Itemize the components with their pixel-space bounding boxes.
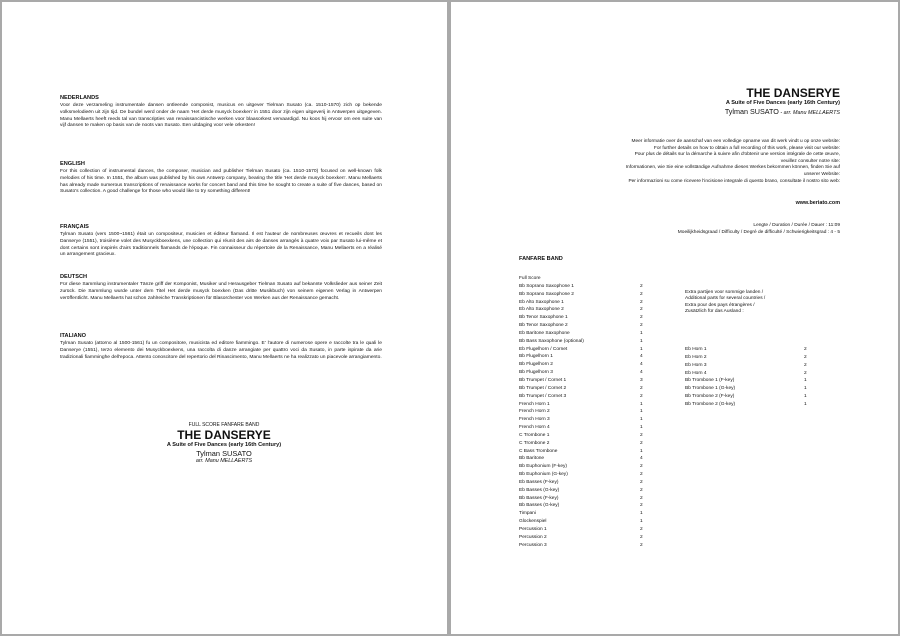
part-name: Bb Euphonium (G-key) [519,472,568,478]
recording-info [510,139,840,185]
part-quantity: 1 [640,511,643,517]
page-subtitle: A Suite of Five Dances (early 16th Century) [725,100,840,106]
extra-heading-line: Additional parts for several countries / [685,296,766,302]
part-row [519,369,649,377]
cover-subtitle: A Suite of Five Dances (early 16th Century) [166,442,282,448]
part-quantity: 2 [804,354,807,360]
part-quantity: 2 [640,323,643,329]
part-quantity: 2 [640,542,643,548]
section-text: Tylman Susato (attorno al 1500-1561) fu un compositore, musicista ed editore fiammingo. E' l'autore di numerose opere e raccolte tra le quali le Danserye (1551), terzo elemento dei Musyckboexkens, una raccolta di danze arrangiate per quattro voci da Susato, in parte ispirate da arie tradizionali fiamminghe dell'epoca. Attento conoscitore del repertorio del Rinascimento, Manu Mellaerts ne ha realizzato un piacevole arrangiamento. [60,341,382,360]
info-line: unserer Website: [803,171,840,177]
part-quantity: 2 [640,479,643,485]
section-heading: FRANÇAIS [60,224,89,230]
credits-line [520,107,840,118]
part-name: Percussion 3 [519,542,547,548]
part-quantity: 2 [640,527,643,532]
part-quantity: 2 [640,464,643,470]
section-text: For this collection of instrumental dances, the composer, musician and publisher Tielman Susato (ca. 1510-1570) focused on well-known folk melodies of his time. In 1551, the album was published by his own Antwerp company, bearing the title 'Het derde musyck boexken'. Manu Mellaerts has already made numerous transcriptions of renaissance works for concert band and this time he sought to create a suite of five dances, based on Susato's collection. A good challenge for those who would like to try something different! [60,169,382,195]
part-row [519,377,649,385]
part-name: French Horn 3 [519,417,550,423]
language-section [60,274,382,302]
parts-list [519,275,649,550]
part-quantity: 1 [640,519,643,525]
part-quantity: 1 [804,378,807,384]
part-name: Eb Baritone Saxophone [519,330,570,336]
info-line: veuillez consulter notre site: [780,158,840,164]
part-name: Eb Horn 3 [685,362,707,368]
arranger: - arr. Manu MELLAERTS [778,110,840,116]
difficulty-line: Moeilijkheidsgraad / Difficulty / Degré de difficulté / Schwierigkeitsgrad : 4 - 5 [677,230,840,235]
part-quantity: 2 [640,503,643,509]
language-section [60,333,382,361]
part-row [519,361,649,369]
part-quantity: 2 [804,370,807,376]
part-name: Full Score [519,276,541,281]
language-section [60,95,382,130]
part-row [685,354,815,362]
composer: Tylman SUSATO [724,107,779,116]
part-row [519,455,649,463]
cover-label: FULL SCORE FANFARE BAND [188,422,260,428]
part-row [685,362,815,370]
part-row [519,479,649,487]
part-row [519,416,649,424]
part-quantity: 1 [640,448,643,454]
part-name: Bb Trombone 1 (F-key) [685,378,735,384]
section-heading: NEDERLANDS [60,95,99,101]
part-row [519,463,649,471]
part-quantity: 4 [640,456,643,462]
part-row [519,401,649,409]
part-row [519,408,649,416]
part-row [519,299,649,307]
part-name: Eb Alto Saxophone 2 [519,307,564,313]
part-quantity: 1 [640,346,643,352]
extra-parts-heading [685,290,765,316]
part-row [519,471,649,479]
part-row [519,502,649,510]
part-name: C Trombone 1 [519,432,550,438]
part-quantity: 1 [640,330,643,336]
part-name: Eb Horn 2 [685,354,707,360]
part-row [519,283,649,291]
part-row [519,393,649,401]
part-name: Bb Basses (G-key) [519,503,560,509]
part-quantity: 2 [640,283,643,289]
part-quantity: 1 [640,425,643,431]
part-name: Bb Euphonium (F-key) [519,464,567,470]
part-row [519,526,649,534]
part-quantity: 2 [640,432,643,438]
extra-parts-list [685,346,815,409]
part-name: Bb Soprano Saxophone 1 [519,283,574,289]
part-row [519,322,649,330]
part-quantity: 1 [640,409,643,415]
extra-heading-line: Zusätzlich für das Ausland : [685,309,744,315]
part-row [519,542,649,550]
part-quantity: 2 [804,347,807,352]
part-row [519,487,649,495]
part-row [519,510,649,518]
section-heading: DEUTSCH [60,274,88,280]
part-name: Timpani [519,511,536,517]
part-quantity: 2 [640,307,643,313]
section-text: Voor deze verzameling instrumentale dansen ontleende componist, musicus en uitgever Tielman Susato (ca. 1510-1570) zich op bekende volksmelodieën uit zijn tijd. De bundel werd onder de naam 'Het derde musyck boexken' in 1551 door zijn eigen uitgeverij in Antwerpen uitgegeven. Manu Mellaerts heeft reeds tal van transcripties van renaissancistische werken voor blaasorkest vervaardigd. Nu koos hij ervoor om een suite van vijf dansen te maken op basis van de noots van Susato. Een uitdaging voor vele orkesten! [60,103,382,129]
part-quantity: 2 [640,534,643,540]
part-quantity: 1 [640,417,643,423]
part-quantity: 2 [640,440,643,446]
part-name: Glockenspiel [519,519,547,525]
part-name: Bb Bass Saxophone (optional) [519,338,584,344]
duration-line: Lengte / Duration / Durée / Dauer : 11:09 [753,223,840,228]
part-row [519,432,649,440]
part-row [685,370,815,378]
title-block [520,87,840,118]
part-quantity: 4 [640,362,643,368]
part-row [519,518,649,526]
part-name: Bb Flugelhorn 3 [519,370,553,376]
part-row [519,291,649,299]
cover-arranger: arr. Manu MELLAERTS [195,458,253,464]
part-name: Bb Baritone [519,456,545,462]
part-row [519,424,649,432]
part-name: Bb Trumpet / Cornet 3 [519,393,567,399]
part-quantity: 4 [640,370,643,376]
part-row [519,330,649,338]
part-name: French Horn 1 [519,401,550,407]
part-quantity: 2 [640,495,643,501]
part-row [519,385,649,393]
part-name: Bb Trumpet / Cornet 1 [519,377,567,383]
part-quantity: 1 [804,386,807,392]
part-row [685,377,815,385]
part-quantity: 1 [640,338,643,344]
part-name: French Horn 4 [519,425,550,431]
part-name: Eb Horn 4 [685,370,707,376]
page-title: THE DANSERYE [746,86,840,100]
info-line: Per informazioni su come ricevere l'incisione integrale di questo brano, consultate il nostro sito web: [628,178,840,184]
part-name: Bb Flugelhorn 1 [519,354,553,360]
part-name: C Bass Trombone [519,448,558,454]
part-name: Bb Trombone 1 (G-key) [685,386,736,392]
part-quantity: 1 [804,401,807,407]
part-row [685,385,815,393]
part-quantity: 2 [640,291,643,297]
part-quantity: 2 [640,299,643,305]
part-name: Bb Trumpet / Cornet 2 [519,385,567,391]
part-row [519,534,649,542]
part-name: Eb Basses (G-key) [519,487,560,493]
part-name: French Horn 2 [519,409,550,415]
extra-heading-line: Extra pour des pays étrangères / [685,302,755,308]
work-meta [678,222,840,236]
part-quantity: 2 [640,385,643,391]
part-quantity: 2 [804,362,807,368]
part-quantity: 3 [640,377,643,383]
section-text: Für diese Sammlung instrumentaler Tänze griff der Komponist, Musiker und Herausgeber Tielman Susato auf bekannte Volkslieder aus seiner Zeit zurück. Die Sammlung wurde unter dem Titel Het derde musyck boexken (Das dritte Musikbuch) von seinem eigenen Verlag in Antwerpen veröffentlicht. Manu Mellaerts hat schon zahlreiche Transkriptionen für Blasorchester von Werken aus der Renaissance gemacht. [60,282,382,301]
part-name: C Trombone 2 [519,440,550,446]
part-name: Bb Trombone 2 (G-key) [685,401,736,407]
part-name: Bb Soprano Saxophone 2 [519,291,574,297]
language-section [60,161,382,196]
extra-heading-line: Extra partijen voor sommige landen / [685,290,764,295]
part-quantity: 2 [640,315,643,321]
part-name: Bb Tenor Saxophone 2 [519,323,568,329]
left-page [2,2,447,634]
language-section [60,224,382,259]
cover-block [104,422,344,465]
right-page [451,2,898,634]
part-row [519,440,649,448]
part-name: Eb Flugelhorn / Cornet [519,346,568,352]
part-quantity: 1 [804,394,807,400]
section-text: Tylman Susato (vers 1500~1561) était un compositeur, musicien et éditeur flamand. Il est l'auteur de nombreuses œuvres et recueils dont les Danserye (1551), troisième volet des Musyckboexkens, une collection qui réunit des airs de danses arrangés à quatre voix par Susato lui-même et dont certains sont inspirés d'airs traditionnels flamands de l'époque. Fin connaisseur du répertoire de la Renaissance, Manu Mellaerts en a réalisé un arrangement gracieux. [60,232,382,258]
part-quantity: 1 [640,401,643,407]
part-row [685,346,815,354]
part-row [685,393,815,401]
part-row [519,275,649,283]
part-row [519,495,649,503]
cover-title: THE DANSERYE [177,428,271,442]
part-name: Percussion 2 [519,534,547,540]
info-line: Informationen, wie Sie eine vollständige Aufnahme dieses Werkes bekommen können, finden Sie auf [625,165,840,171]
part-row [685,401,815,409]
part-row [519,448,649,456]
part-quantity: 2 [640,393,643,399]
info-line: For further details on how to obtain a full recording of this work, please visit our website: [653,145,840,151]
info-line: Meer informatie over de aanschaf van een volledige opname van dit werk vindt u op onze website: [631,139,840,144]
part-quantity: 2 [640,472,643,478]
part-row [519,314,649,322]
part-name: Bb Tenor Saxophone 1 [519,315,568,321]
part-row [519,353,649,361]
part-name: Eb Horn 1 [685,347,707,352]
part-row [519,306,649,314]
part-row [519,346,649,354]
section-heading: ITALIANO [60,333,86,339]
part-name: Bb Flugelhorn 2 [519,362,553,368]
part-name: Bb Basses (F-key) [519,495,559,501]
part-quantity: 4 [640,354,643,360]
part-name: Bb Trombone 2 (F-key) [685,394,735,400]
part-name: Percussion 1 [519,527,547,532]
part-name: Eb Alto Saxophone 1 [519,299,564,305]
website-link[interactable]: www.beriato.com [795,200,840,206]
section-heading: ENGLISH [60,161,85,167]
part-name: Eb Basses (F-key) [519,479,559,485]
band-heading: FANFARE BAND [519,256,563,262]
part-quantity: 2 [640,487,643,493]
part-row [519,338,649,346]
cover-composer: Tylman SUSATO [196,449,252,458]
info-line: Pour plus de détails sur la démarche à suivre afin d'obtenir une version intégrale de cette œuvre, [634,152,840,158]
